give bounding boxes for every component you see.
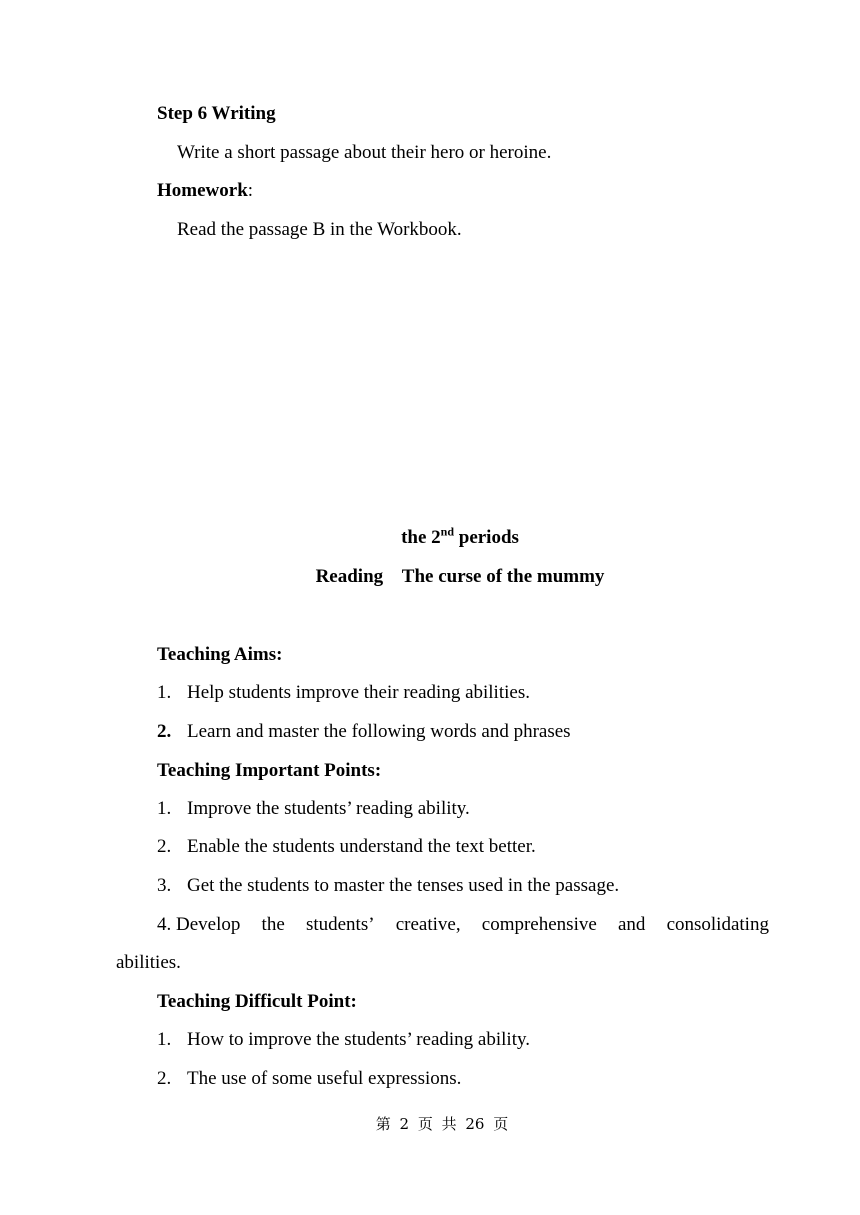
aims-item-2-text: Learn and master the following words and phrases [187,721,571,742]
homework-text: Read the passage B in the Workbook. [177,219,462,240]
period-title-sup: nd [440,524,454,539]
important-item-3 [157,874,619,898]
important-item-2-text: Enable the students understand the text better. [187,836,536,857]
important-item-2-num: 2. [157,836,172,857]
period-title [0,526,860,550]
period-subtitle: Reading The curse of the mummy [315,566,605,587]
homework-colon: : [247,180,254,201]
difficult-item-1 [157,1028,530,1052]
important-item-4-word: and [617,914,646,935]
important-item-1 [157,797,470,821]
important-item-4-word: students’ [305,914,375,935]
important-item-4-word: the [261,914,285,935]
difficult-item-2-num: 2. [157,1068,172,1089]
important-item-4 [157,913,769,937]
aims-item-1-text: Help students improve their reading abilities. [187,682,530,703]
important-item-4-word: 4. Develop [157,914,241,935]
aims-item-2-num: 2. [157,721,172,742]
difficult-item-1-text: How to improve the students’ reading ability. [187,1029,530,1050]
step6-heading: Step 6 Writing [157,103,276,124]
important-item-2 [157,835,536,859]
difficult-item-1-num: 1. [157,1029,172,1050]
period-title-suffix: periods [454,527,519,548]
difficult-item-2-text: The use of some useful expressions. [187,1068,462,1089]
important-heading: Teaching Important Points: [157,760,382,781]
important-item-3-num: 3. [157,875,172,896]
homework-heading: Homework [157,180,248,201]
important-item-1-text: Improve the students’ reading ability. [187,798,470,819]
difficult-item-2 [157,1067,461,1091]
important-item-4-word: comprehensive [481,914,597,935]
page-footer: 第 2 页 共 26 页 [375,1115,509,1133]
period-title-prefix: the 2 [401,527,441,548]
important-item-1-num: 1. [157,798,172,819]
aims-item-1-num: 1. [157,682,172,703]
important-item-3-text: Get the students to master the tenses used in the passage. [187,875,620,896]
important-item-4-continuation: abilities. [116,952,181,973]
difficult-heading: Teaching Difficult Point: [157,991,357,1012]
homework-line [157,179,253,203]
important-item-4-word: creative, [395,914,461,935]
aims-heading: Teaching Aims: [157,644,283,665]
aims-item-1 [157,681,530,705]
important-item-4-word: consolidating [666,914,769,935]
aims-item-2 [157,720,571,744]
step6-text: Write a short passage about their hero or heroine. [177,142,552,163]
